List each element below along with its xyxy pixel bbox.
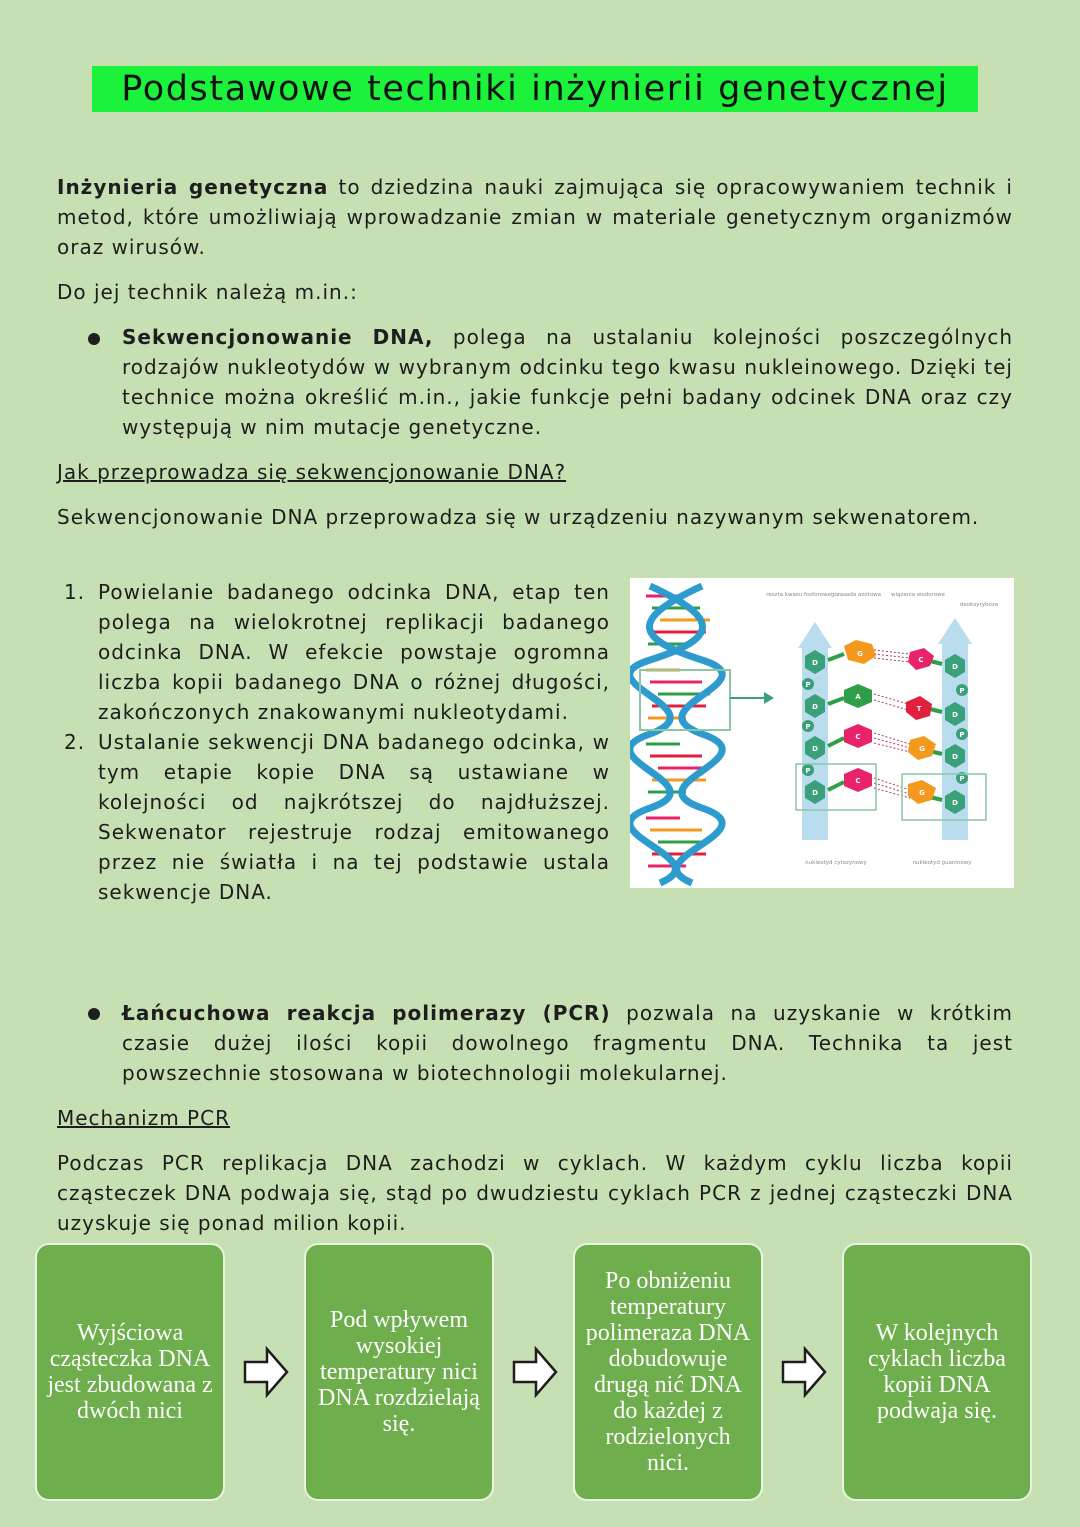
- flow-step-box: [304, 1243, 494, 1501]
- sequencing-heading: Jak przeprowadza się sekwencjonowanie DNA?: [57, 460, 567, 484]
- flow-step-box: [842, 1243, 1032, 1501]
- dna-structure-figure: [630, 578, 1014, 888]
- sugar-letter: D: [952, 753, 958, 761]
- flow-step-box: [573, 1243, 763, 1501]
- double-helix: [630, 586, 722, 883]
- sequencing-text: Sekwencjonowanie DNA przeprowadza się w urządzeniu nazywanym sekwenatorem.: [57, 505, 980, 529]
- phosphate-letter: P: [805, 767, 811, 775]
- bullet-sequencing-term: Sekwencjonowanie DNA,: [122, 325, 434, 349]
- figure-label: nukleotyd cytozynowy: [805, 860, 867, 866]
- base-letter: C: [855, 777, 861, 785]
- intro-text: to dziedzina nauki zajmująca się opracowywaniem technik i metod, które umożliwiają wprowadzanie zmian w materiale genetycznym organizmów oraz wirusów.: [57, 175, 1013, 259]
- page-title: Podstawowe techniki inżynierii genetycznej: [92, 66, 978, 112]
- sugar-letter: D: [952, 663, 958, 671]
- arrow-right-icon: [512, 1346, 558, 1398]
- bullet-icon: [88, 1008, 100, 1020]
- bullet-sequencing: [122, 322, 1013, 442]
- phosphate-letter: P: [959, 687, 965, 695]
- figure-label: nukleotyd guaninowy: [912, 860, 972, 866]
- figure-label: zasada azotowa: [836, 592, 882, 598]
- step-number: 2.: [64, 730, 86, 754]
- base-letter: G: [919, 789, 925, 797]
- base-letter: T: [916, 705, 922, 713]
- flow-step-text: Pod wpływem wysokiej temperatury nici DNA rozdzielają się.: [318, 1307, 480, 1437]
- step-item: [64, 727, 610, 907]
- base-letter: C: [855, 733, 861, 741]
- sugar-letter: D: [952, 799, 958, 807]
- base-letter: A: [855, 693, 861, 701]
- sequencing-steps: [64, 577, 610, 907]
- phosphate-letter: P: [805, 723, 811, 731]
- pcr-heading: Mechanizm PCR: [57, 1106, 230, 1130]
- arrow-right-icon: [764, 692, 774, 704]
- flow-step-text: Wyjściowa cząsteczka DNA jest zbudowana z dwóch nici: [47, 1320, 213, 1424]
- dna-diagram: [630, 578, 1014, 888]
- phosphate-letter: P: [805, 681, 811, 689]
- base-letter: G: [919, 745, 925, 753]
- base-pairs: [828, 640, 942, 804]
- arrow-right-icon: [243, 1346, 289, 1398]
- figure-label: reszta kwasu fosforowego: [766, 592, 838, 598]
- arrow-right-icon: [781, 1346, 827, 1398]
- techniques-intro: Do jej technik należą m.in.:: [57, 280, 358, 304]
- figure-label: wiązania wodorowe: [891, 592, 945, 598]
- flow-step-text: Po obniżeniu temperatury polimeraza DNA dobudowuje drugą nić DNA do każdej z rodzielonych nici.: [585, 1268, 751, 1476]
- bullet-sequencing-text: polega na ustalaniu kolejności poszczególnych rodzajów nukleotydów w wybranym odcinku tego kwasu nukleinowego. Dzięki tej technice można określić m.in., jakie funkcje pełni badany odcinek DNA oraz czy występują w nim mutacje genetyczne.: [122, 325, 1014, 439]
- step-text: Ustalanie sekwencji DNA badanego odcinka, w tym etapie kopie DNA są ustawiane w kolejności od najkrótszej do najdłuższej. Sekwenator rejestruje rodzaj emitowanego przez nie światła i na tej podstawie ustala sekwencje DNA.: [98, 730, 610, 904]
- sugar-letter: D: [812, 659, 818, 667]
- pcr-text: Podczas PCR replikacja DNA zachodzi w cyklach. W każdym cyklu liczba kopii cząsteczek DNA podwaja się, stąd po dwudziestu cyklach PCR z jednej cząsteczki DNA uzyskuje się ponad milion kopii.: [57, 1151, 1013, 1235]
- flow-step-box: [35, 1243, 225, 1501]
- bullet-icon: [88, 333, 100, 345]
- base-letter: C: [918, 656, 924, 664]
- phosphate-letter: P: [959, 731, 965, 739]
- flow-step-text: W kolejnych cyklach liczba kopii DNA podwaja się.: [868, 1320, 1006, 1424]
- figure-label: deoksyryboza: [959, 602, 999, 608]
- intro-term: Inżynieria genetyczna: [57, 175, 329, 199]
- step-text: Powielanie badanego odcinka DNA, etap ten polega na wielokrotnej replikacji badanego odcinka DNA. W efekcie powstaje ogromna liczba kopii badanego DNA o różnej długości, zakończonych znakowanymi nukleotydami.: [98, 580, 610, 724]
- step-item: [64, 577, 610, 727]
- step-number: 1.: [64, 580, 86, 604]
- base-letter: G: [857, 650, 863, 658]
- bullet-pcr-term: Łańcuchowa reakcja polimerazy (PCR): [122, 1001, 611, 1025]
- bullet-pcr-text: pozwala na uzyskanie w krótkim czasie dużej ilości kopii dowolnego fragmentu DNA. Technika ta jest powszechnie stosowana w biotechnologii molekularnej.: [122, 1001, 1013, 1085]
- sugar-letter: D: [812, 745, 818, 753]
- sugar-letter: D: [812, 703, 818, 711]
- phosphate-letter: P: [959, 775, 965, 783]
- sugar-letter: D: [952, 711, 958, 719]
- bullet-pcr: [122, 998, 1013, 1088]
- intro-paragraph: [57, 172, 1013, 262]
- sugar-letter: D: [812, 789, 818, 797]
